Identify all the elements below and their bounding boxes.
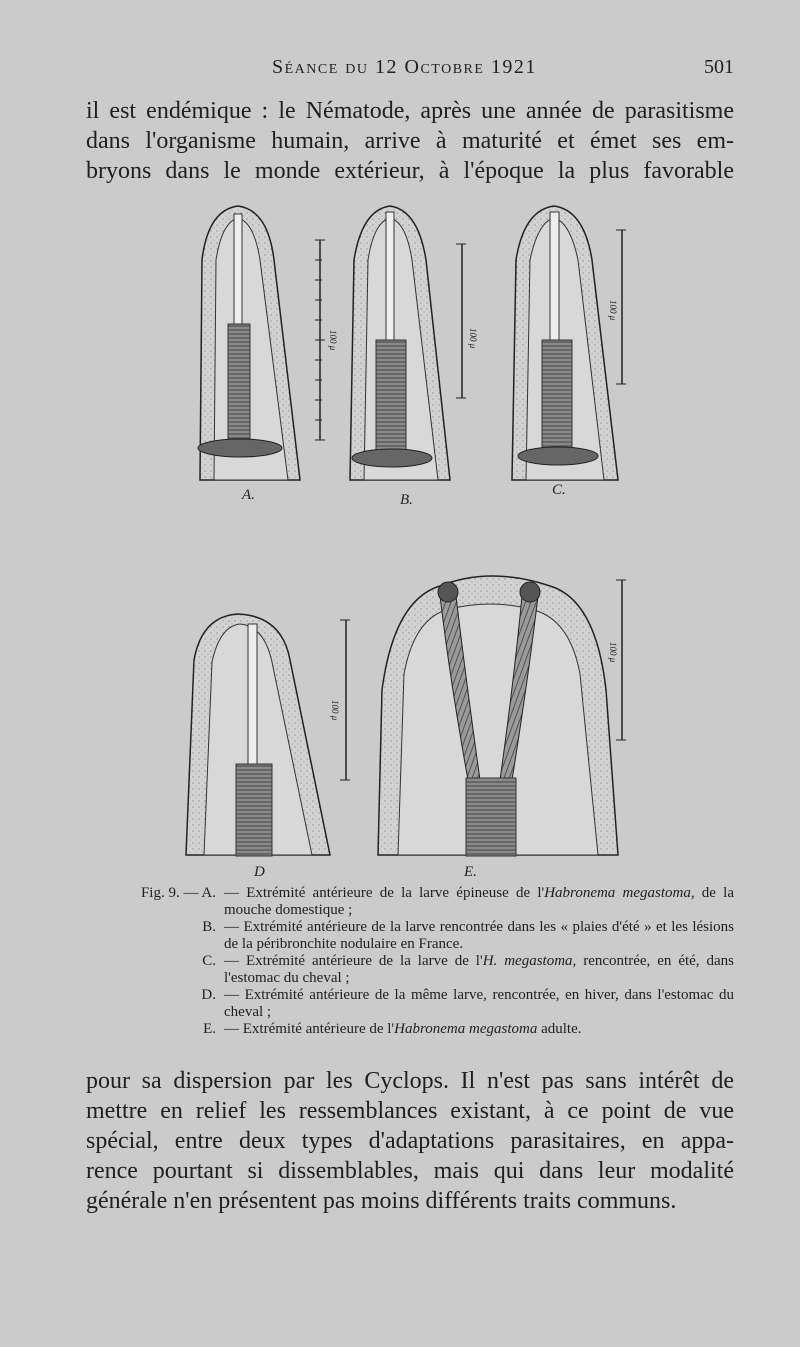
figure-label: Fig. 9. [140, 885, 180, 901]
panel-e-drawing [378, 576, 626, 856]
caption-entry [84, 987, 734, 1021]
caption-key: E. [203, 1021, 216, 1037]
caption-entry [84, 1021, 734, 1038]
panel-a-drawing [198, 206, 325, 480]
caption-text: de la mouche domestique ; [224, 885, 734, 918]
panel-e-label: E. [464, 864, 477, 880]
text-line: spécial, entre deux types d'adaptations parasitaires, en appa- [86, 1128, 734, 1154]
caption-key: D. [201, 987, 216, 1003]
caption-key: C. [202, 953, 216, 969]
text-line: générale n'en présentent pas moins différents traits communs. [86, 1188, 677, 1214]
panel-c-label: C. [552, 482, 566, 498]
caption-italic: Habronema megastoma [394, 1021, 538, 1037]
body-text-top [86, 96, 734, 186]
caption-text: — Extrémité antérieure de la larve rencontrée dans les « plaies d'été » et les lésions de la péribronchite nodulaire en France. [224, 919, 734, 952]
caption-text: — Extrémité antérieure de l' [224, 1021, 395, 1037]
text-line: il est endémique : le Nématode, après une année de parasitisme [86, 98, 734, 124]
caption-key: — A. [183, 885, 216, 901]
panel-a-label: A. [242, 487, 255, 503]
panel-b-scale: 100 μ [468, 328, 478, 349]
caption-text: adulte. [537, 1021, 582, 1037]
page-number: 501 [704, 56, 734, 78]
text-line: dans l'organisme humain, arrive à maturité et émet ses em- [86, 128, 734, 154]
caption-text: — Extrémité antérieure de la larve de l' [224, 953, 483, 969]
panel-d-label: D [254, 864, 265, 880]
panel-a-scale: 100 μ [328, 330, 338, 351]
text-line: mettre en relief les ressemblances existant, à ce point de vue [86, 1098, 734, 1124]
caption-text: rencontrée, en été, dans l'estomac du cheval ; [224, 953, 734, 986]
panel-d-scale: 100 μ [330, 700, 340, 721]
caption-text: — Extrémité antérieure de la larve épineuse de l' [224, 885, 545, 901]
figure-caption [84, 885, 734, 1038]
panel-b-drawing [350, 206, 466, 480]
caption-italic: Habronema megastoma, [544, 885, 695, 901]
caption-key: B. [202, 919, 216, 935]
page-header [0, 56, 800, 86]
text-line: pour sa dispersion par les Cyclops. Il n'est pas sans intérêt de [86, 1068, 734, 1094]
caption-italic: H. megastoma, [482, 953, 577, 969]
running-title: Séance du 12 Octobre 1921 [272, 56, 537, 78]
body-text-bottom [86, 1066, 734, 1216]
caption-entry [84, 885, 734, 919]
text-line: bryons dans le monde extérieur, à l'époque la plus favorable [86, 158, 734, 184]
caption-entry [84, 953, 734, 987]
caption-text: — Extrémité antérieure de la même larve, rencontrée, en hiver, dans l'estomac du cheval ; [224, 987, 734, 1020]
panel-c-drawing [512, 206, 626, 480]
panel-e-scale: 100 μ [608, 642, 618, 663]
figure-9 [150, 200, 650, 890]
text-line: rence pourtant si dissemblables, mais qui dans leur modalité [86, 1158, 734, 1184]
panel-b-label: B. [400, 492, 413, 508]
caption-entry [84, 919, 734, 953]
panel-c-scale: 100 μ [608, 300, 618, 321]
panel-d-drawing [186, 614, 350, 856]
